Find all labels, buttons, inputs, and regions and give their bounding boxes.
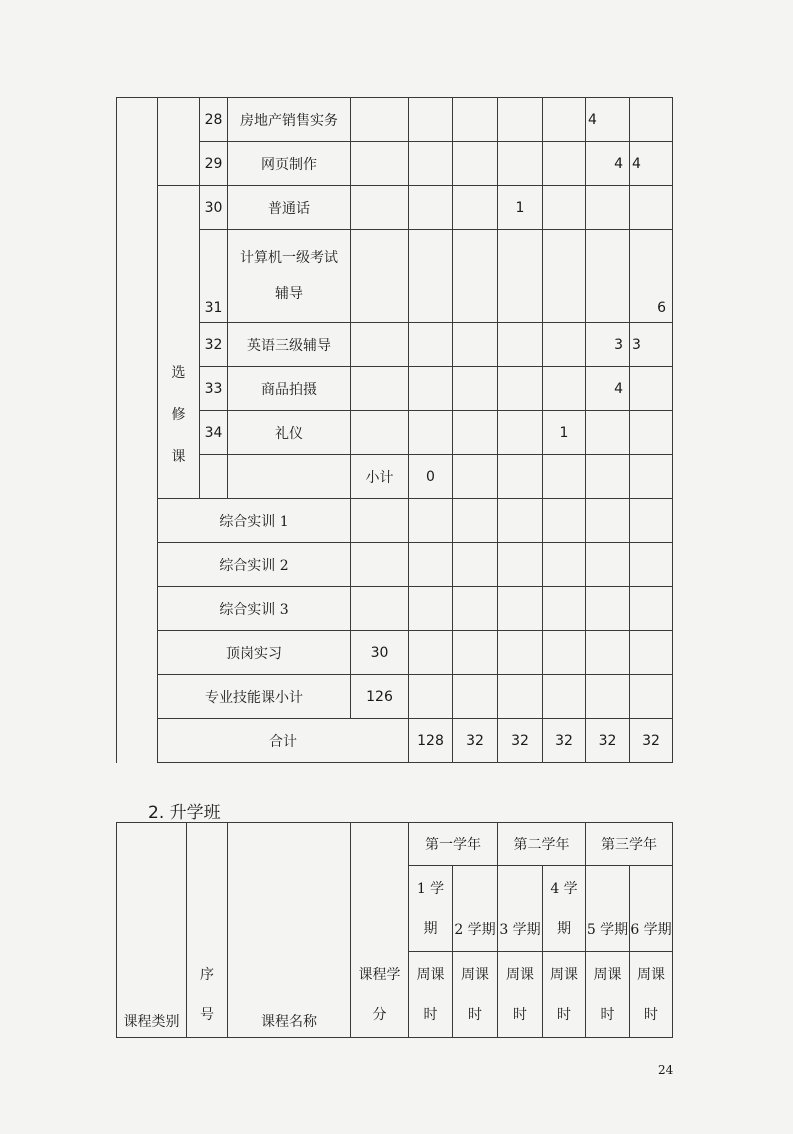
course-name-header: 课程名称 xyxy=(228,823,351,1038)
seq-header: 序 号 xyxy=(187,823,228,1038)
skill-subtotal-label: 专业技能课小计 xyxy=(158,675,351,719)
subcategory-cell xyxy=(158,98,200,186)
total-term1: 32 xyxy=(453,719,498,763)
term4-hours: 1 xyxy=(543,411,586,455)
term5-hours: 4 xyxy=(586,142,630,186)
elective-category-cell: 选 修 课 xyxy=(158,186,200,499)
page-number: 24 xyxy=(658,1063,674,1077)
training-1-label: 综合实训 1 xyxy=(158,499,351,543)
training-3-label: 综合实训 3 xyxy=(158,587,351,631)
table-row-subtotal xyxy=(117,455,673,499)
row-number: 33 xyxy=(200,367,228,411)
table-row xyxy=(117,186,673,230)
total-term5: 32 xyxy=(630,719,673,763)
term5-hours: 4 xyxy=(586,367,630,411)
term3-hours: 1 xyxy=(498,186,543,230)
table-row xyxy=(117,499,673,543)
course-name: 房地产销售实务 xyxy=(228,98,351,142)
total-credit: 128 xyxy=(409,719,453,763)
category-cell xyxy=(117,98,158,763)
subtotal-credit: 0 xyxy=(409,455,453,499)
table-header-row-years xyxy=(117,823,673,866)
section-heading: 2. 升学班 xyxy=(148,803,221,823)
total-term3: 32 xyxy=(543,719,586,763)
weekly-hours-header: 周课 时 xyxy=(586,952,630,1038)
weekly-hours-header: 周课 时 xyxy=(409,952,453,1038)
term2-header: 2 学期 xyxy=(453,866,498,952)
course-name: 商品拍摄 xyxy=(228,367,351,411)
table-row xyxy=(117,543,673,587)
table-row xyxy=(117,631,673,675)
skill-subtotal-credit: 126 xyxy=(351,675,409,719)
term6-header: 6 学期 xyxy=(630,866,673,952)
total-label: 合计 xyxy=(158,719,409,763)
term5-hours: 3 xyxy=(586,323,630,367)
course-name: 英语三级辅导 xyxy=(228,323,351,367)
term4-header: 4 学 期 xyxy=(543,866,586,952)
row-number: 29 xyxy=(200,142,228,186)
table-row xyxy=(117,98,673,142)
term1-header: 1 学 期 xyxy=(409,866,453,952)
table-row xyxy=(117,323,673,367)
curriculum-table-continued xyxy=(116,97,673,763)
weekly-hours-header: 周课 时 xyxy=(498,952,543,1038)
term3-header: 3 学期 xyxy=(498,866,543,952)
total-term4: 32 xyxy=(586,719,630,763)
credit-header: 课程学 分 xyxy=(351,823,409,1038)
internship-label: 顶岗实习 xyxy=(158,631,351,675)
row-number: 31 xyxy=(200,230,228,323)
course-name: 礼仪 xyxy=(228,411,351,455)
table-row-total xyxy=(117,719,673,763)
table-row xyxy=(117,230,673,323)
table-row xyxy=(117,411,673,455)
term6-hours: 3 xyxy=(630,323,673,367)
weekly-hours-header: 周课 时 xyxy=(453,952,498,1038)
term5-hours: 4 xyxy=(586,98,630,142)
row-number: 30 xyxy=(200,186,228,230)
category-header: 课程类别 xyxy=(117,823,187,1038)
weekly-hours-header: 周课 时 xyxy=(630,952,673,1038)
year2-header: 第二学年 xyxy=(498,823,586,866)
term5-header: 5 学期 xyxy=(586,866,630,952)
weekly-hours-header: 周课 时 xyxy=(543,952,586,1038)
year3-header: 第三学年 xyxy=(586,823,673,866)
year1-header: 第一学年 xyxy=(409,823,498,866)
table-row xyxy=(117,587,673,631)
table-row xyxy=(117,675,673,719)
term6-hours: 4 xyxy=(630,142,673,186)
row-number: 28 xyxy=(200,98,228,142)
table-row xyxy=(117,142,673,186)
course-name: 计算机一级考试 辅导 xyxy=(228,230,351,323)
subtotal-label: 小计 xyxy=(351,455,409,499)
curriculum-header-table xyxy=(116,822,673,1038)
term6-hours: 6 xyxy=(630,230,673,323)
training-2-label: 综合实训 2 xyxy=(158,543,351,587)
row-number: 34 xyxy=(200,411,228,455)
course-name: 网页制作 xyxy=(228,142,351,186)
table-row xyxy=(117,367,673,411)
row-number: 32 xyxy=(200,323,228,367)
total-term2: 32 xyxy=(498,719,543,763)
internship-credit: 30 xyxy=(351,631,409,675)
course-name: 普通话 xyxy=(228,186,351,230)
